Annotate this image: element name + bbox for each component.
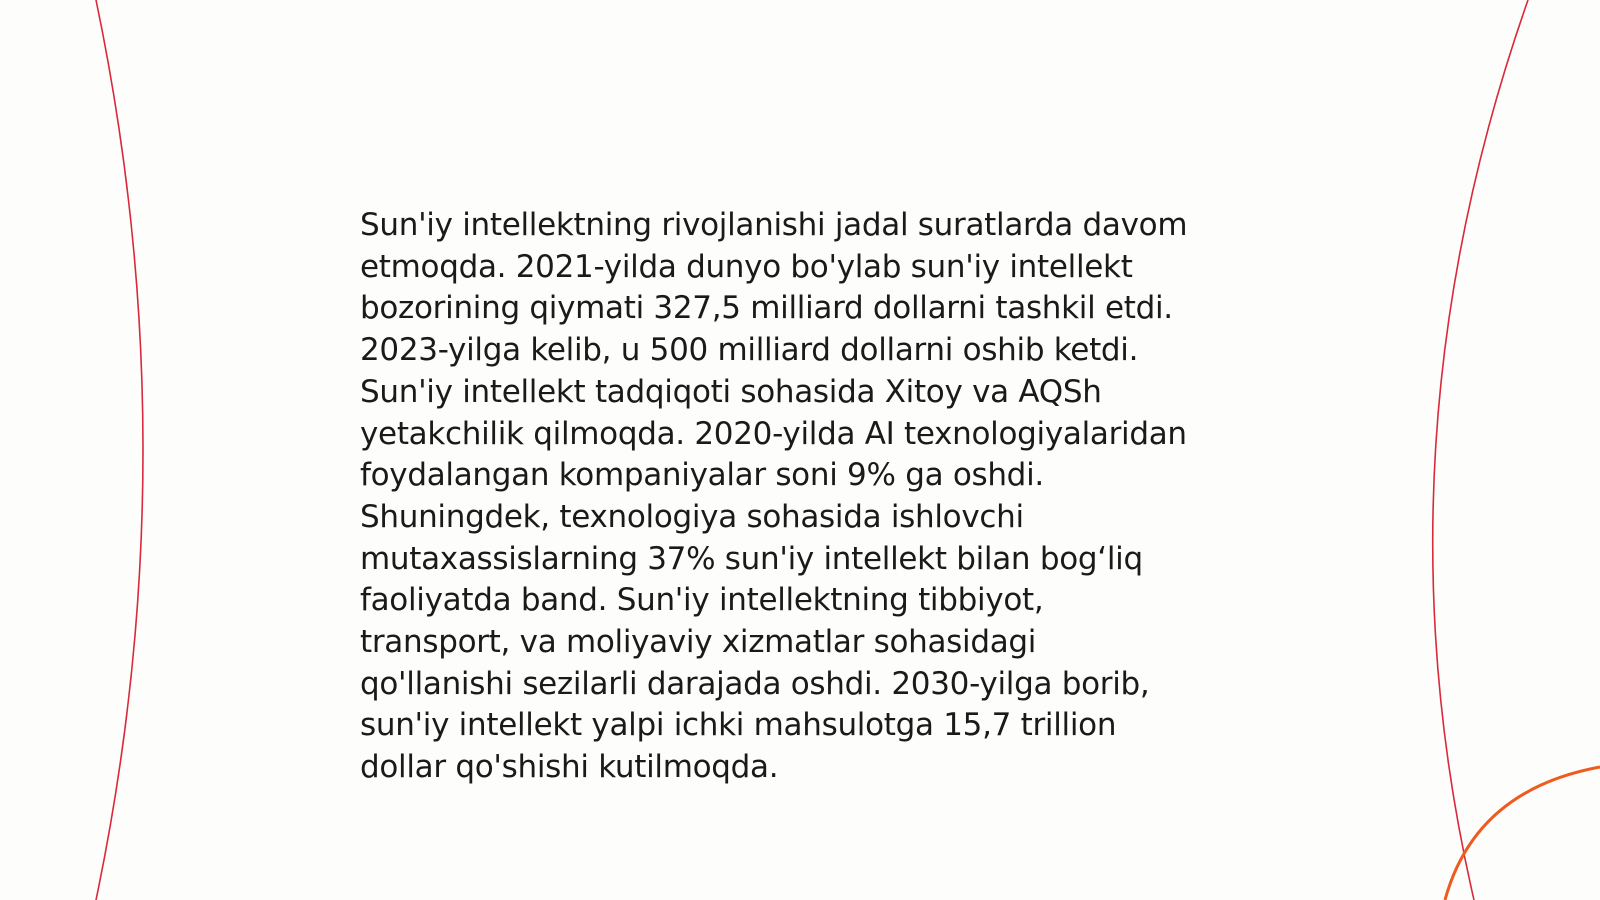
body-paragraph: Sun'iy intellektning rivojlanishi jadal suratlarda davom etmoqda. 2021-yilda dunyo bo'ylab sun'iy intellekt bozorining qiymati 327,5 milliard dollarni tashkil etdi. 2023-yilga kelib, u 500 milliard dollarni oshib ketdi. Sun'iy intellekt tadqiqoti sohasida Xitoy va AQSh yetakchilik qilmoqda. 2020-yilda AI texnologiyalaridan foydalangan kompaniyalar soni 9% ga oshdi. Shuningdek, texnologiya sohasida ishlovchi mutaxassislarning 37% sun'iy intellekt bilan bog‘liq faoliyatda band. Sun'iy intellektning tibbiyot, transport, va moliyaviy xizmatlar sohasidagi qo'llanishi sezilarli darajada oshdi. 2030-yilga borib, sun'iy intellekt yalpi ichki mahsulotga 15,7 trillion dollar qo'shishi kutilmoqda.: [360, 207, 1188, 786]
corner-arc: [1445, 767, 1600, 900]
left-arc: [96, 0, 143, 900]
right-arc: [1433, 0, 1528, 900]
